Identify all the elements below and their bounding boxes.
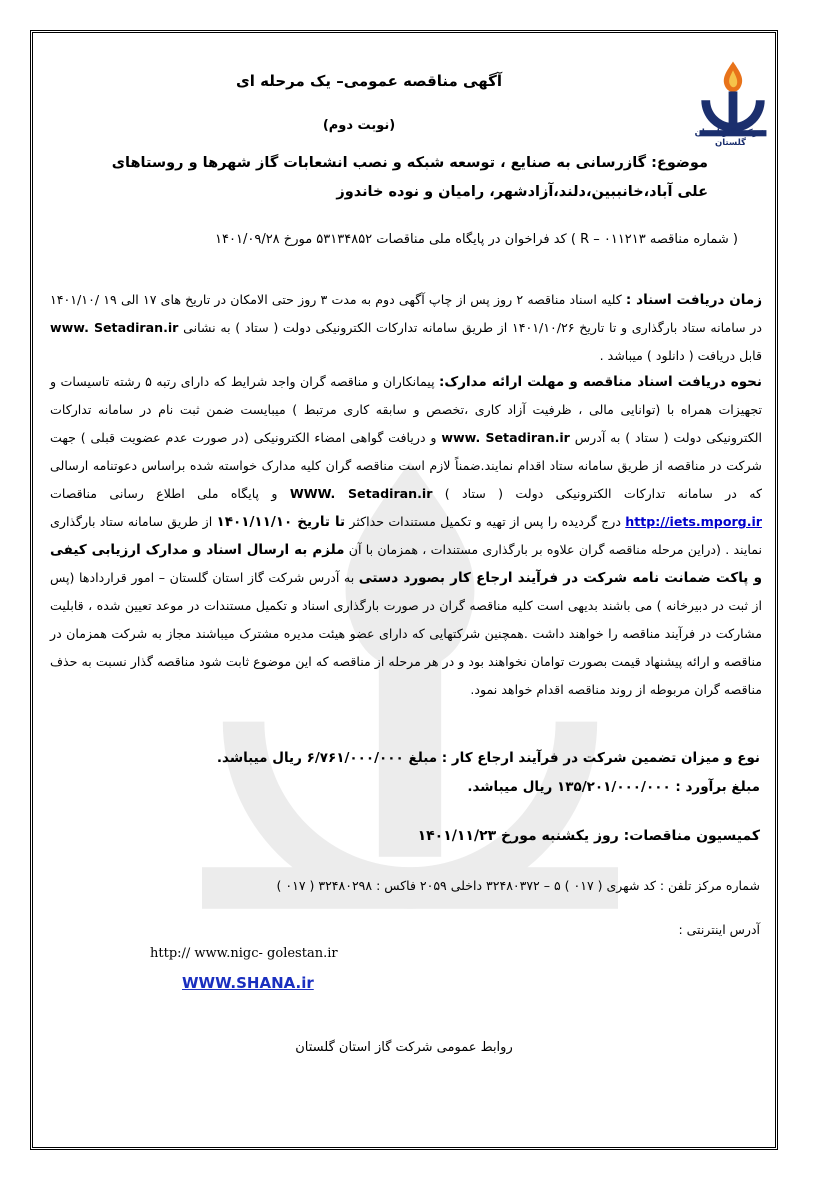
- subject-line-2: علی آباد،خانببین،دلند،آزادشهر، رامیان و نوده خاندوز: [336, 184, 708, 200]
- receipt-paragraph: [50, 286, 762, 370]
- phone-info: شماره مرکز تلفن : کد شهری ( ۰۱۷ ) ۵ – ۳۲۴۸۰۳۷۲ داخلی ۲۰۵۹ فاکس : ۳۲۴۸۰۲۹۸ ( ۰۱۷ ): [276, 878, 760, 893]
- receipt-heading: زمان دریافت اسناد :: [625, 292, 763, 308]
- public-relations-text: روابط عمومی شرکت گاز استان گلستان: [295, 1040, 513, 1055]
- guarantee-amount: نوع و میزان تضمین شرکت در فرآیند ارجاع کار : مبلغ ۶/۷۶۱/۰۰۰/۰۰۰ ریال میباشد.: [216, 750, 760, 766]
- nigc-golestan-link[interactable]: http:// www.nigc- golestan.ir: [150, 946, 338, 961]
- procedure-text-a: پیمانکاران و مناقصه گران واجد شرایط که دارای رتبه ۵ رشته تاسیسات و تجهیزات همراه با (توانایی مالی ، ظرفیت آزاد کاری ،تخصص و سابقه کاری مرتبط ) میبایست ضمن ثبت نام در سامانه تدارکات الکترونیکی دولت ( ستاد ) به آدرس: [50, 374, 762, 445]
- page-subtitle: [0, 118, 818, 133]
- commission-date: کمیسیون مناقصات: روز یکشنبه مورخ ۱۴۰۱/۱۱/۲۳: [417, 828, 760, 844]
- procedure-text-b: و دریافت گواهی امضاء الکترونیکی (در صورت عدم عضویت قبلی ) جهت شرکت در مناقصه از طریق سامانه ستاد اقدام نمایند.ضمناً لازم است مناقصه گران کلیه مدارک خواسته شده براساس دعوتنامه ارسالی که در سامانه تدارکات الکترونیکی دولت ( ستاد ): [50, 430, 762, 501]
- logo-caption: شرکت گاز استان گلستان: [694, 128, 767, 148]
- internet-address-label: آدرس اینترنتی :: [678, 922, 760, 937]
- estimate-amount: مبلغ برآورد : ۱۳۵/۲۰۱/۰۰۰/۰۰۰ ریال میباشد.: [467, 779, 760, 795]
- public-relations-signature: [0, 1040, 818, 1055]
- iets-link[interactable]: http://iets.mporg.ir: [625, 514, 763, 529]
- receipt-text-b: قابل دریافت ( دانلود ) میباشد .: [599, 348, 762, 363]
- shana-link[interactable]: WWW.SHANA.ir: [182, 974, 314, 992]
- title-text: آگهی مناقصه عمومی– یک مرحله ای: [236, 72, 502, 90]
- procedure-text-f: به آدرس شرکت گاز استان گلستان – امور قراردادها (پس از ثبت در دبیرخانه ) می باشند بدیهی است کلیه مناقصه گران در صورت بارگذاری اسناد و تکمیل مستندات در موعد تعیین شده ، قابلیت مشارکت در فرآیند مناقصه را خواهند داشت .همچنین شرکتهایی که دارای عضو هیئت مدیره مشترک میباشند مجاز به شرکت همزمان در مناقصه و ارائه پیشنهاد قیمت بصورت توامان نخواهند بود و در هر مرحله از مناقصه که این موضوع ثابت شود مناقصه گذار نسبت به حذف مناقصه گران مربوطه از روند مناقصه اقدام خواهد نمود.: [50, 570, 762, 697]
- subtitle-text: (نوبت دوم): [322, 118, 396, 133]
- procedure-text-c: و پایگاه ملی اطلاع رسانی مناقصات: [50, 486, 278, 501]
- subject-line-1: موضوع: گازرسانی به صنایع ، توسعه شبکه و نصب انشعابات گاز شهرها و روستاهای: [111, 155, 708, 171]
- deadline-date: تا تاریخ ۱۴۰۱/۱۱/۱۰: [216, 514, 346, 530]
- setadiran-link-3[interactable]: WWW. Setadiran.ir: [289, 486, 433, 501]
- setadiran-link-2[interactable]: www. Setadiran.ir: [441, 430, 570, 445]
- tender-number-line: ( شماره مناقصه R – ۰۱۱۲۱۳ ) کد فراخوان در پایگاه ملی مناقصات ۵۳۱۳۴۸۵۲ مورخ ۱۴۰۱/۰۹/۲۸: [215, 232, 738, 247]
- procedure-heading: نحوه دریافت اسناد مناقصه و مهلت ارائه مدارک:: [438, 374, 762, 390]
- receipt-text-a: کلیه اسناد مناقصه ۲ روز پس از چاپ آگهی دوم به مدت ۳ روز حتی الامکان در تاریخ های ۱۷ الی ۱۹ /۱۴۰۱/۱۰ در سامانه ستاد بارگذاری و تا تاریخ ۱۴۰۱/۱۰/۲۶ از طریق سامانه تدارکات الکترونیکی دولت ( ستاد ) به نشانی: [50, 292, 762, 335]
- setadiran-link[interactable]: www. Setadiran.ir: [50, 320, 179, 335]
- procedure-text-d: درج گردیده را پس از تهیه و تکمیل مستندات حداکثر: [349, 514, 621, 529]
- manual-submission-note: ملزم به ارسال اسناد و مدارک ارزیابی کیفی و پاکت ضمانت نامه شرکت در فرآیند ارجاع کار بصورد دستی: [50, 542, 762, 586]
- procedure-text-e: از طریق سامانه ستاد بارگذاری نمایند . (دراین مرحله مناقصه گران علاوه بر بارگذاری مستندات ، همزمان با آن: [50, 514, 762, 557]
- page-title: [0, 72, 818, 90]
- procedure-paragraph: [50, 368, 762, 704]
